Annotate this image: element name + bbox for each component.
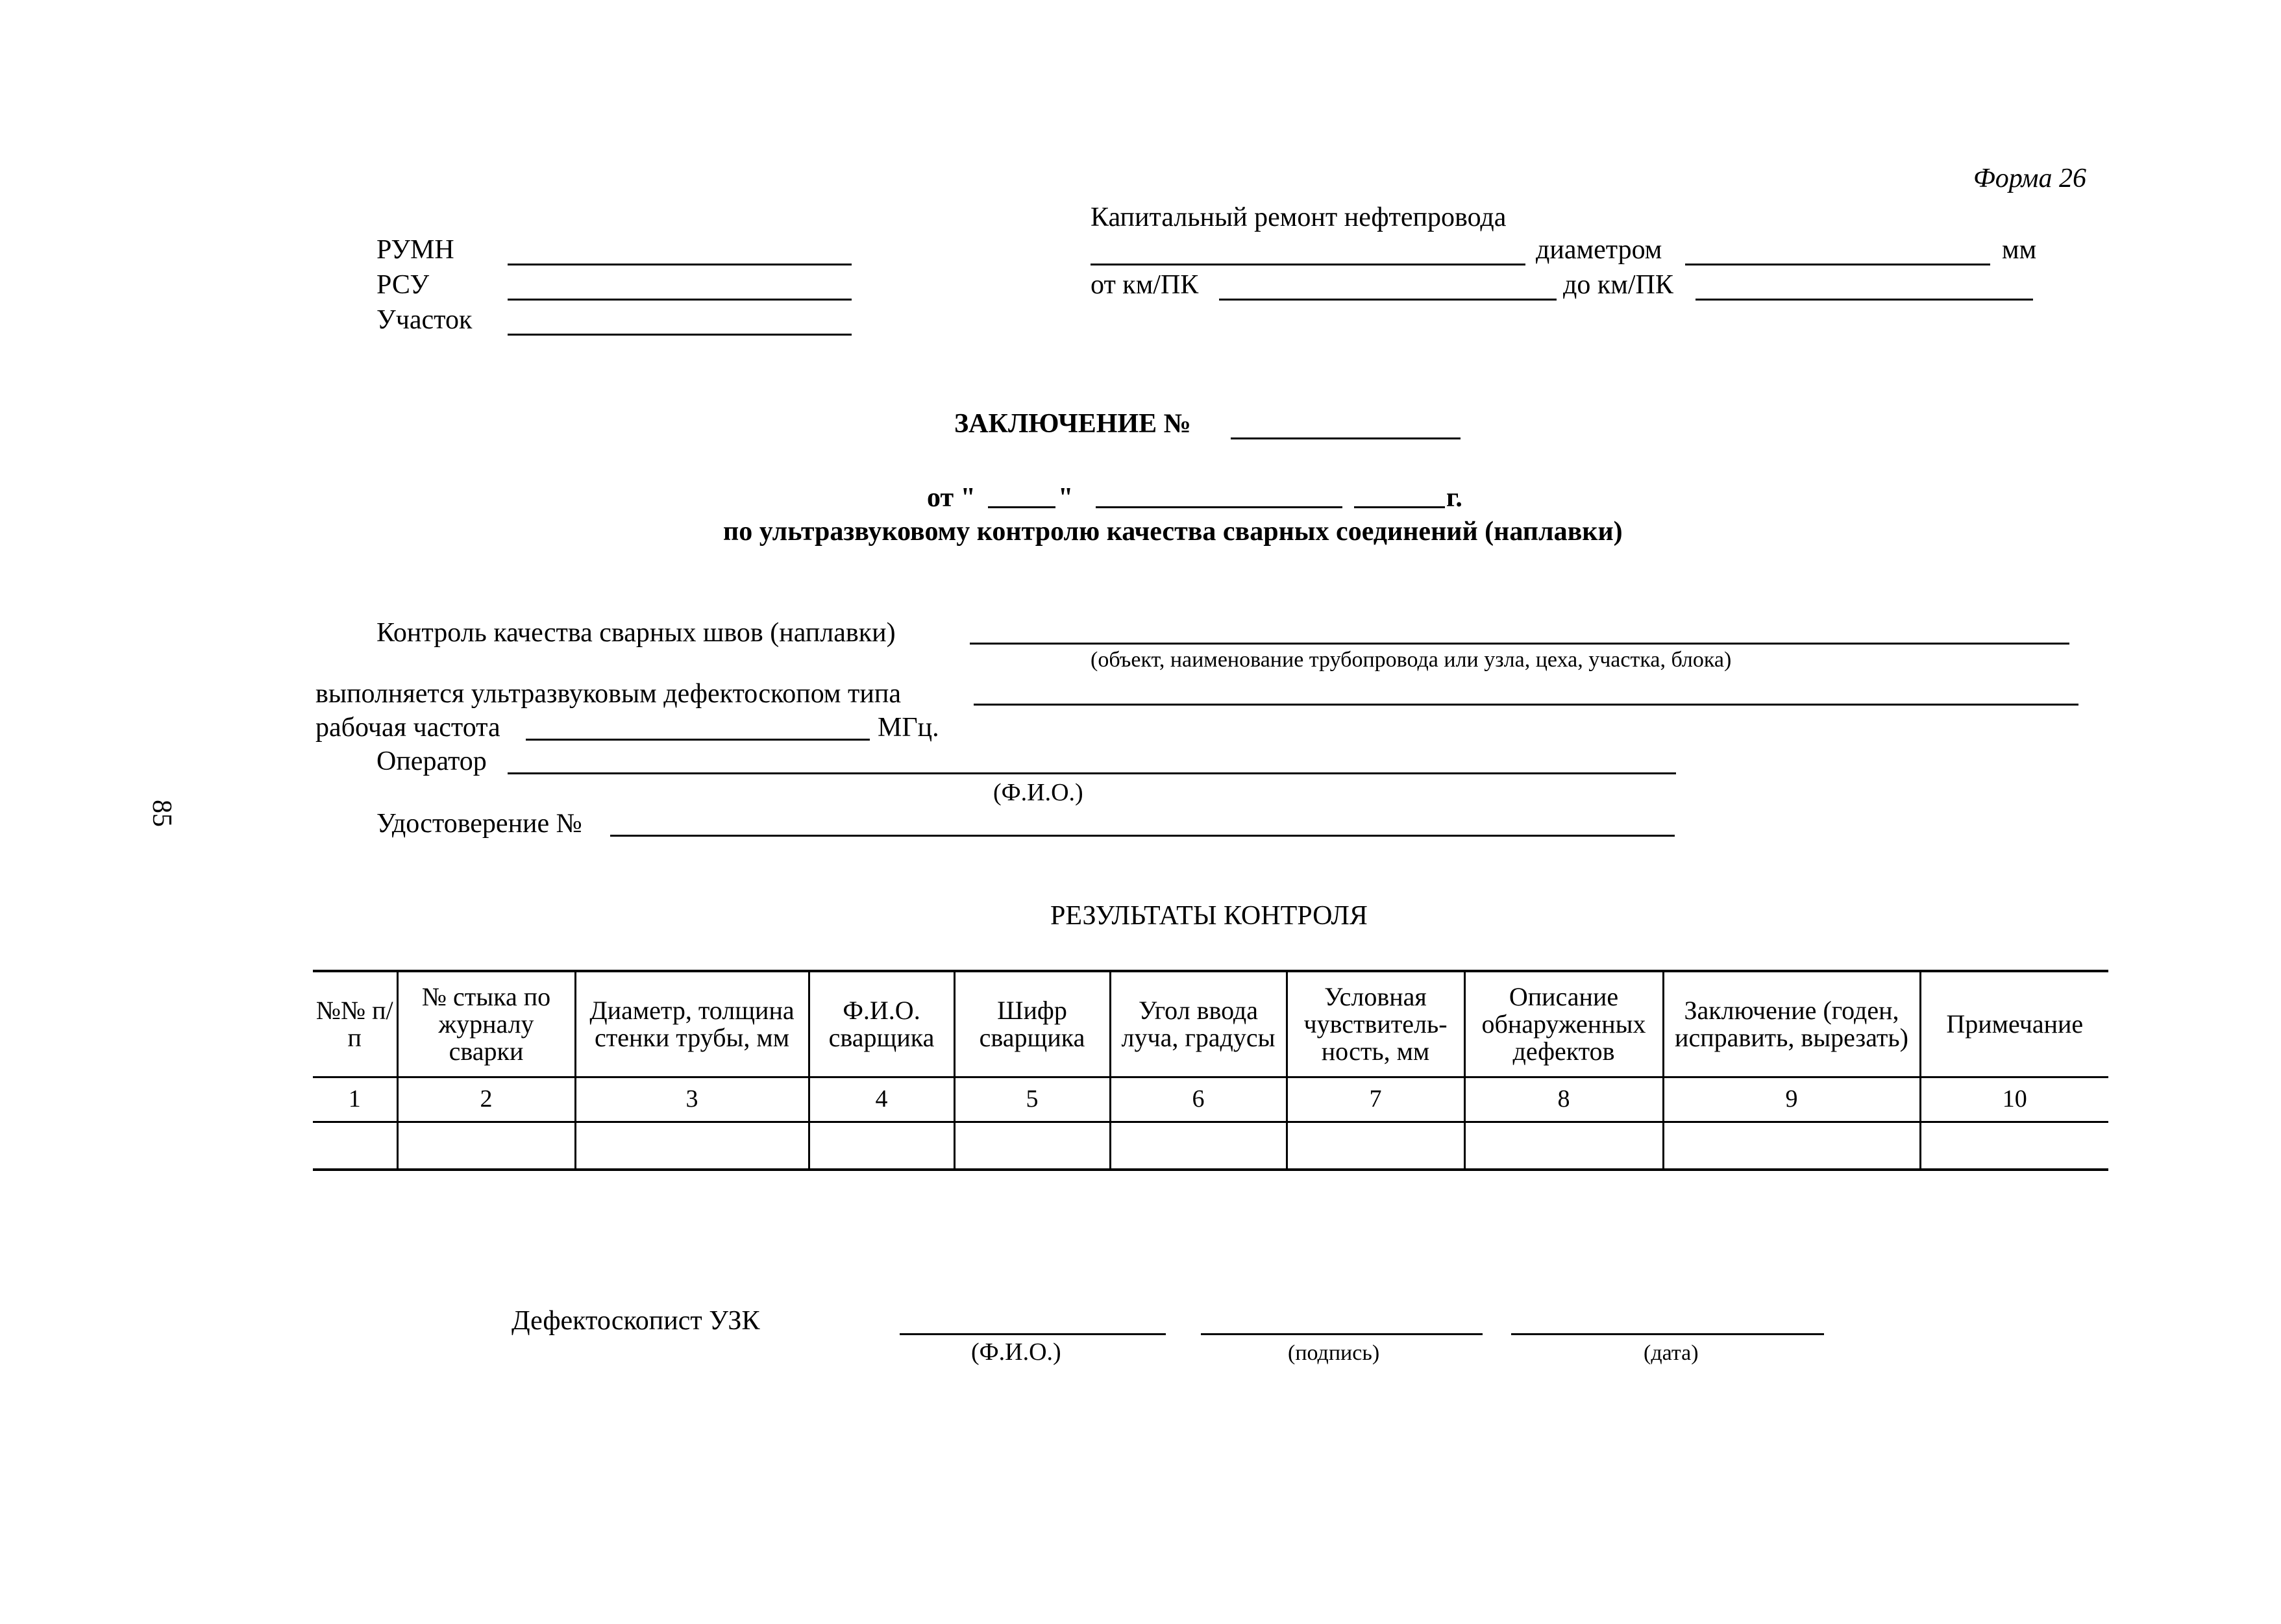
- column-header: Угол ввода луча, градусы: [1110, 971, 1287, 1077]
- column-number: 3: [575, 1077, 809, 1122]
- signature-fio-field[interactable]: [900, 1333, 1166, 1335]
- table-cell[interactable]: [1110, 1122, 1287, 1170]
- operator-fio-hint: (Ф.И.О.): [993, 779, 1083, 806]
- table-row: [313, 1122, 2108, 1170]
- pipeline-name-field[interactable]: [1091, 264, 1525, 265]
- column-header: Примечание: [1920, 971, 2108, 1077]
- signature-date-hint: (дата): [1644, 1341, 1699, 1365]
- diameter-field[interactable]: [1685, 264, 1990, 265]
- table-cell[interactable]: [1920, 1122, 2108, 1170]
- form-label: Форма 26: [1973, 164, 2086, 193]
- date-month-field[interactable]: [1096, 506, 1342, 508]
- certificate-label: Удостоверение №: [376, 809, 582, 839]
- signature-sign-field[interactable]: [1201, 1333, 1483, 1335]
- table-cell[interactable]: [954, 1122, 1110, 1170]
- rumn-label: РУМН: [376, 235, 454, 265]
- date-year-field[interactable]: [1354, 506, 1445, 508]
- frequency-field[interactable]: [526, 739, 870, 741]
- column-number: 7: [1287, 1077, 1464, 1122]
- column-header: №№ п/п: [313, 971, 397, 1077]
- column-number: 9: [1663, 1077, 1920, 1122]
- operator-label: Оператор: [376, 746, 487, 776]
- conclusion-subject: по ультразвуковому контролю качества сварных соединений (наплавки): [723, 517, 1623, 547]
- operator-field[interactable]: [508, 772, 1676, 774]
- results-table: [313, 970, 2108, 1171]
- rsu-label: РСУ: [376, 270, 430, 300]
- results-heading: РЕЗУЛЬТАТЫ КОНТРОЛЯ: [1050, 901, 1368, 931]
- column-header: Заключение (годен, исправить, вырезать): [1663, 971, 1920, 1077]
- column-header: № стыка по журналу сварки: [397, 971, 575, 1077]
- control-object-field[interactable]: [970, 643, 2069, 645]
- table-cell[interactable]: [809, 1122, 954, 1170]
- column-header: Ф.И.О. сварщика: [809, 971, 954, 1077]
- conclusion-title: ЗАКЛЮЧЕНИЕ №: [954, 409, 1191, 439]
- column-number-row: [313, 1077, 2108, 1122]
- date-close-quote: ": [1058, 483, 1074, 513]
- date-from-label: от ": [927, 483, 976, 513]
- signature-role: Дефектоскопист УЗК: [512, 1306, 760, 1336]
- page-number: 85: [147, 800, 177, 827]
- signature-date-field[interactable]: [1511, 1333, 1824, 1335]
- frequency-unit: МГц.: [878, 713, 939, 743]
- signature-sign-hint: (подпись): [1288, 1341, 1380, 1365]
- column-number: 5: [954, 1077, 1110, 1122]
- table-cell[interactable]: [1663, 1122, 1920, 1170]
- conclusion-number-field[interactable]: [1231, 437, 1461, 439]
- detector-type-field[interactable]: [974, 704, 2078, 706]
- frequency-label: рабочая частота: [315, 713, 500, 743]
- uchastok-label: Участок: [376, 305, 473, 335]
- column-number: 8: [1464, 1077, 1663, 1122]
- certificate-field[interactable]: [610, 835, 1675, 837]
- mm-label: мм: [2002, 235, 2037, 265]
- table-cell[interactable]: [575, 1122, 809, 1170]
- date-day-field[interactable]: [988, 506, 1055, 508]
- column-number: 6: [1110, 1077, 1287, 1122]
- control-label: Контроль качества сварных швов (наплавки): [376, 618, 896, 648]
- control-object-hint: (объект, наименование трубопровода или узла, цеха, участка, блока): [1091, 648, 1732, 672]
- column-header: Диаметр, толщина стенки трубы, мм: [575, 971, 809, 1077]
- column-header: Шифр сварщика: [954, 971, 1110, 1077]
- detector-label: выполняется ультразвуковым дефектоскопом типа: [315, 679, 901, 709]
- column-header: Описание обнаруженных дефектов: [1464, 971, 1663, 1077]
- year-suffix: г.: [1446, 483, 1462, 513]
- pipeline-repair-label: Капитальный ремонт нефтепровода: [1091, 203, 1507, 232]
- to-km-label: до км/ПК: [1563, 270, 1673, 300]
- table-cell[interactable]: [313, 1122, 397, 1170]
- table-cell[interactable]: [1287, 1122, 1464, 1170]
- column-number: 1: [313, 1077, 397, 1122]
- table-header-row: [313, 971, 2108, 1077]
- table-cell[interactable]: [1464, 1122, 1663, 1170]
- rsu-field[interactable]: [508, 299, 852, 301]
- table-cell[interactable]: [397, 1122, 575, 1170]
- column-header: Условная чувствитель-ность, мм: [1287, 971, 1464, 1077]
- from-km-label: от км/ПК: [1091, 270, 1199, 300]
- column-number: 4: [809, 1077, 954, 1122]
- signature-fio-hint: (Ф.И.О.): [971, 1338, 1061, 1366]
- column-number: 2: [397, 1077, 575, 1122]
- diameter-label: диаметром: [1536, 235, 1662, 265]
- rumn-field[interactable]: [508, 264, 852, 265]
- column-number: 10: [1920, 1077, 2108, 1122]
- to-km-field[interactable]: [1695, 299, 2033, 301]
- from-km-field[interactable]: [1219, 299, 1557, 301]
- uchastok-field[interactable]: [508, 334, 852, 336]
